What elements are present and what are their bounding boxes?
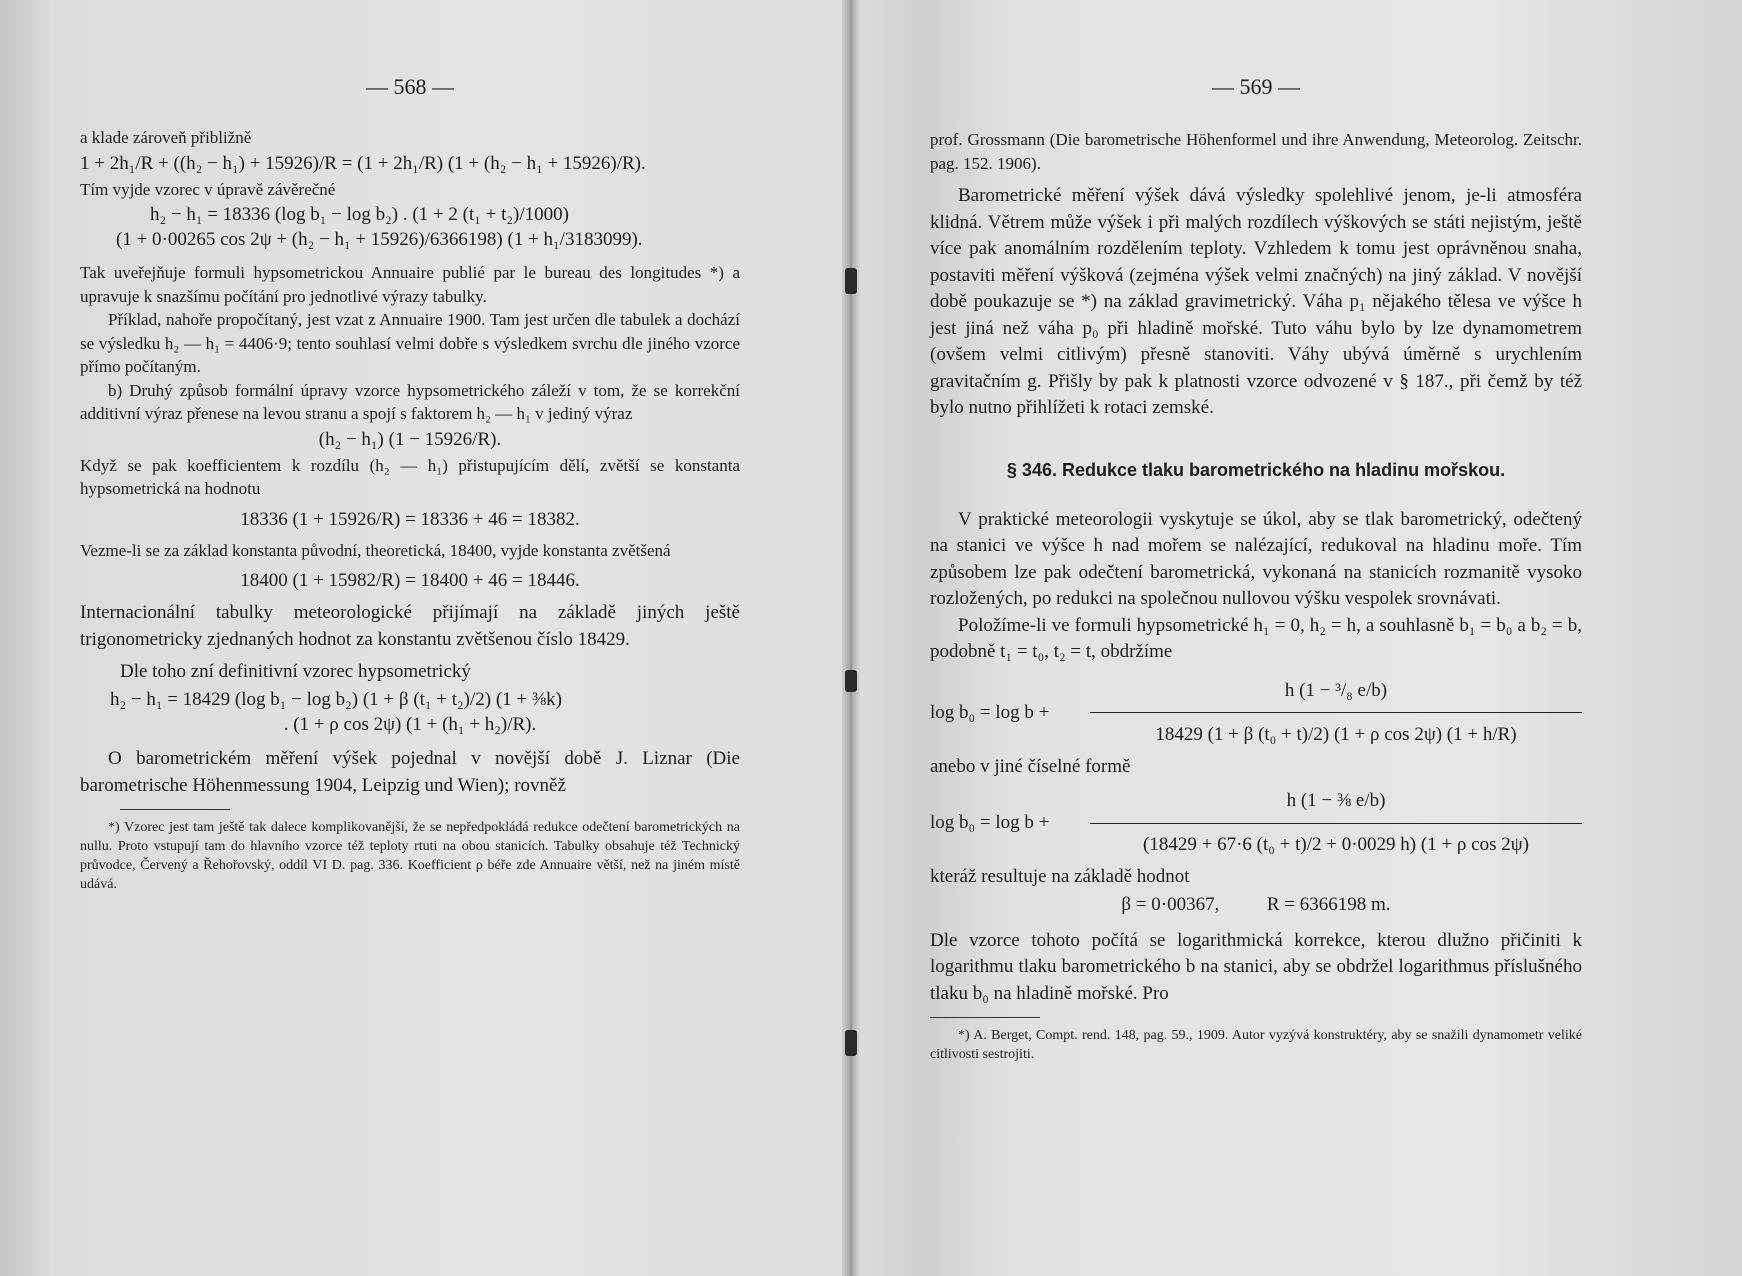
footnote-rule bbox=[930, 1017, 1040, 1018]
paragraph: a klade zároveň přibližně bbox=[80, 128, 252, 147]
equation-text: β = 0·00367, R = 6366198 m. bbox=[1121, 893, 1391, 915]
equation bbox=[80, 714, 740, 736]
page-number: — 569 — bbox=[1212, 74, 1300, 99]
binding-stitch bbox=[845, 1030, 857, 1056]
equation-numerator: h (1 − ⅜ e/b) bbox=[1286, 790, 1386, 811]
paragraph: O barometrickém měření výšek pojednal v novější době J. Liznar (Die barometrische Höhenmessung 1904, Leipzig und Wien); rovněž bbox=[80, 748, 740, 796]
equation-text: 18336 (1 + 15926/R) = 18336 + 46 = 18382. bbox=[240, 508, 580, 530]
left-page bbox=[80, 0, 740, 1276]
book-gutter bbox=[842, 0, 860, 1276]
left-page-body bbox=[80, 126, 740, 894]
equation-text: . (1 + ρ cos 2ψ) (1 + (h₁ + h₂)/R). bbox=[283, 714, 537, 735]
paragraph: kteráž resultuje na základě hodnot bbox=[930, 866, 1190, 887]
paragraph: Tak uveřejňuje formuli hypsometrickou Annuaire publié par le bureau des longitudes *) a upravuje k snazšímu počítání pro jednotlivé výrazy tabulky. bbox=[80, 263, 740, 306]
footnote: *) A. Berget, Compt. rend. 148, pag. 59., 1909. Autor vyzývá konstruktéry, aby se snažili dynamometr veliké citlivosti sestrojiti. bbox=[930, 1028, 1582, 1062]
paragraph: b) Druhý způsob formální úpravy vzorce hypsometrického záleží v tom, že se korrekční additivní výraz přenese na levou stranu a spojí s faktorem h₂ — h₁ v jediný výraz bbox=[80, 380, 740, 423]
paragraph: Položíme-li ve formuli hypsometrické h₁ = 0, h₂ = h, a souhlasně b₁ = b₀ a b₂ = b, podobně t₁ = t₀, t₂ = t, obdržíme bbox=[930, 614, 1582, 662]
equation-denominator: 18429 (1 + β (t₀ + t)/2) (1 + ρ cos 2ψ) (1 + h/R) bbox=[1155, 723, 1517, 745]
equation-text: (h₂ − h₁) (1 − 15926/R). bbox=[318, 428, 502, 450]
equation-denominator: (18429 + 67·6 (t₀ + t)/2 + 0·0029 h) (1 + ρ cos 2ψ) bbox=[1143, 834, 1529, 855]
paragraph: Vezme-li se za základ konstanta původní, theoretická, 18400, vyjde konstanta zvětšená bbox=[80, 540, 671, 560]
right-page-body bbox=[930, 128, 1582, 1064]
equation bbox=[80, 229, 740, 251]
equation-lhs: log b₀ = log b + bbox=[930, 701, 1050, 723]
paragraph: Barometrické měření výšek dává výsledky spolehlivé jenom, je-li atmosféra klidná. Větrem může výšek i při malých rozdílech výškových se státi nejistým, ještě více pak anomálním rozdělením teploty. Vzhledem k tomu jest oprávněnou snaha, postaviti měření výšková (zejména výšek velmi značných) na jiný základ. V novější době poukazuje se *) na základ gravimetrický. Váha p₁ nějakého tělesa ve výšce h jest jiná než váha p₀ při hladině mořské. Tuto váhu bylo by lze dynamometrem (ovšem velmi citlivým) přesně stanoviti. Váhy ubývá úměrně s urychlením gravitačním g. Přišly by pak k platnosti vzorce odvozené v § 187., při čemž by též bylo nutno přihlížeti k rotaci zemské. bbox=[930, 185, 1582, 418]
equation-text: (1 + 0·00265 cos 2ψ + (h₂ − h₁ + 15926)/6366198) (1 + h₁/3183099). bbox=[116, 229, 643, 250]
right-page bbox=[930, 0, 1582, 1276]
equation bbox=[80, 204, 740, 226]
equation-text: h₂ − h₁ = 18429 (log b₁ − log b₂) (1 + β (t₁ + t₂)/2) (1 + ⅜k) bbox=[110, 689, 562, 710]
paragraph: Dle toho zní definitivní vzorec hypsometrický bbox=[120, 661, 471, 682]
paragraph: Dle vzorce tohoto počítá se logarithmická korrekce, kterou dlužno přičiniti k logarithmu tlaku barometrického b na stanici, aby se obdržel logarithmus příslušného tlaku b₀ na hladině mořské. Pro bbox=[930, 929, 1582, 1004]
equation bbox=[930, 790, 1582, 856]
equation bbox=[930, 894, 1582, 916]
paragraph: Příklad, nahoře propočítaný, jest vzat z Annuaire 1900. Tam jest určen dle tabulek a dochází se výsledku h₂ — h₁ = 4406·9; tento souhlasí velmi dobře s výsledkem svrchu dle jiného vzorce přímo počítaným. bbox=[80, 310, 740, 376]
equation bbox=[930, 680, 1582, 746]
paragraph: Internacionální tabulky meteorologické přijímají na základě jiných ještě trigonometricky zjednaných hodnot za konstantu zvětšenou číslo 18429. bbox=[80, 602, 740, 650]
page-number: — 568 — bbox=[366, 74, 454, 99]
paragraph: Tím vyjde vzorec v úpravě závěrečné bbox=[80, 179, 336, 199]
equation bbox=[80, 153, 740, 175]
equation-text: h₂ − h₁ = 18336 (log b₁ − log b₂) . (1 + 2 (t₁ + t₂)/1000) bbox=[150, 204, 569, 225]
equation-lhs: log b₀ = log b + bbox=[930, 812, 1050, 833]
equation-numerator: h (1 − ³/₈ e/b) bbox=[1284, 679, 1388, 701]
binding-stitch bbox=[845, 670, 857, 692]
equation bbox=[80, 429, 740, 451]
equation bbox=[80, 570, 740, 592]
equation-text: 18400 (1 + 15982/R) = 18400 + 46 = 18446. bbox=[240, 570, 580, 591]
equation-text: 1 + 2h₁/R + ((h₂ − h₁) + 15926)/R = (1 + 2h₁/R) (1 + (h₂ − h₁ + 15926)/R). bbox=[80, 152, 646, 174]
paragraph: Když se pak koefficientem k rozdílu (h₂ — h₁) přistupujícím dělí, zvětší se konstanta hypsometrická na hodnotu bbox=[80, 455, 740, 498]
footnote-rule bbox=[120, 809, 230, 810]
paragraph: V praktické meteorologii vyskytuje se úkol, aby se tlak barometrický, odečtený na stanici ve výšce h nad mořem se nalézající, redukoval na hladinu moře. Tím způsobem lze pak odečtení barometrická, vykonaná na stanicích rozmanitě vysoko rozložených, po redukci na společnou nullovou výšku vespolek srovnávati. bbox=[930, 508, 1582, 609]
paragraph: prof. Grossmann (Die barometrische Höhenformel und ihre Anwendung, Meteorolog. Zeitschr. pag. 152. 1906). bbox=[930, 130, 1582, 173]
footnote: *) Vzorec jest tam ještě tak dalece komplikovanější, že se nepředpokládá redukce odečtení barometrických na nullu. Proto vstupují tam do hlavního vzorce též teploty rtuti na obou stanicích. Tabulky obsahuje též Technický průvodce, Červený a Řehořovský, oddíl VI D. pag. 336. Koefficient ρ béře zde Annuaire větší, než na jiném místě udává. bbox=[80, 820, 740, 892]
binding-stitch bbox=[845, 268, 857, 294]
equation bbox=[80, 689, 740, 711]
section-heading: § 346. Redukce tlaku barometrického na hladinu mořskou. bbox=[1006, 459, 1506, 480]
equation bbox=[80, 509, 740, 531]
paragraph: anebo v jiné číselné formě bbox=[930, 755, 1131, 777]
